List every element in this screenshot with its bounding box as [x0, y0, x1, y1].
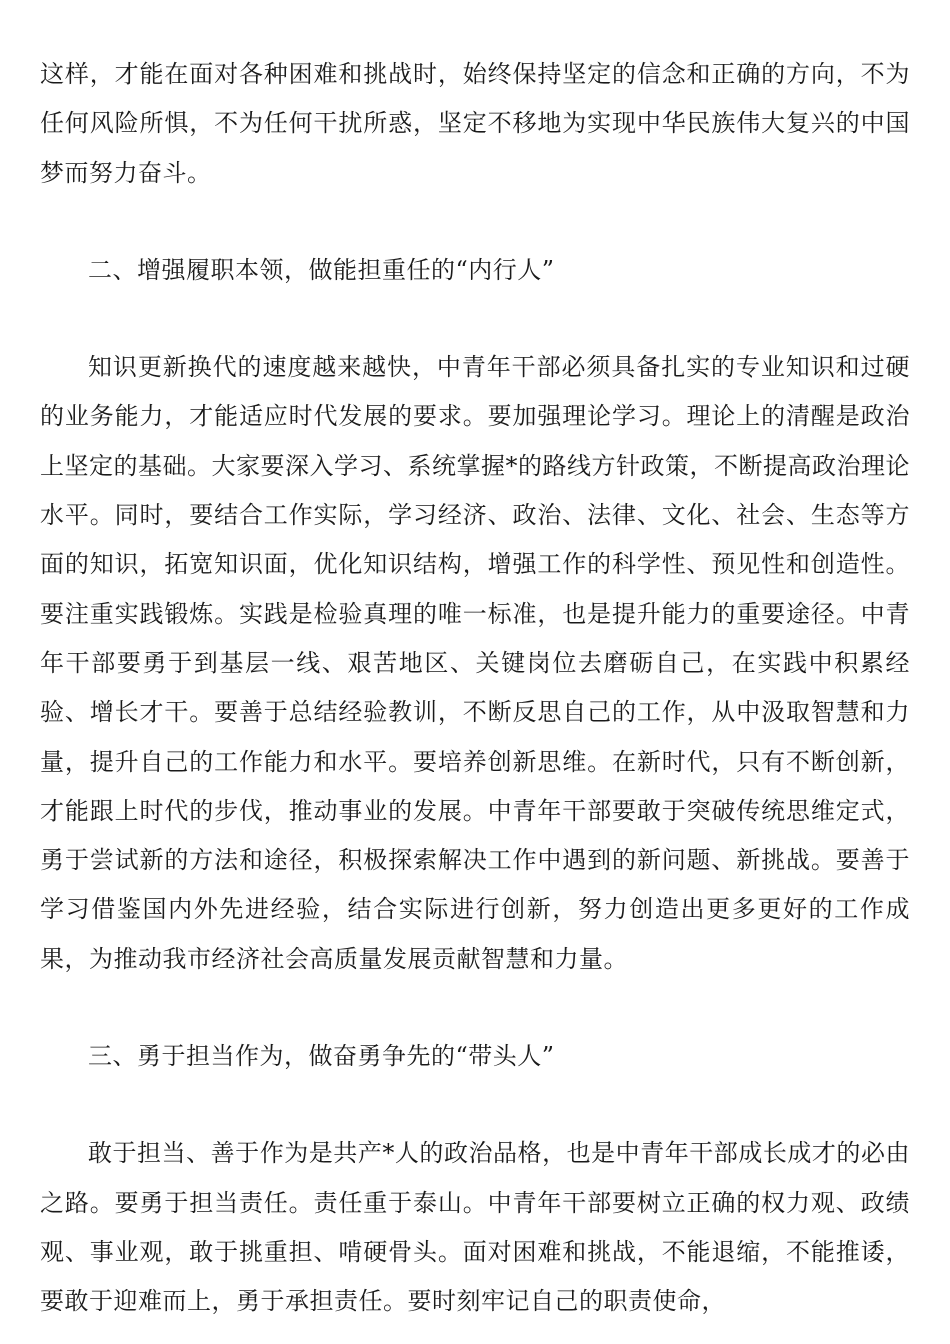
- paragraph-spacer: [40, 1081, 910, 1129]
- section-heading-2: 二、增强履职本领，做能担重任的“内行人”: [88, 255, 555, 284]
- section-2-body: 知识更新换代的速度越来越快，中青年干部必须具备扎实的专业知识和过硬的业务能力，才能适应时代发展的要求。要加强理论学习。理论上的清醒是政治上坚定的基础。大家要深入学习、系统掌握*的路线方针政策，不断提高政治理论水平。同时，要结合工作实际，学习经济、政治、法律、文化、社会、生态等方面的知识，拓宽知识面，优化知识结构，增强工作的科学性、预见性和创造性。要注重实践锻炼。实践是检验真理的唯一标准，也是提升能力的重要途径。中青年干部要勇于到基层一线、艰苦地区、关键岗位去磨砺自己，在实践中积累经验、增长才干。要善于总结经验教训，不断反思自己的工作，从中汲取智慧和力量，提升自己的工作能力和水平。要培养创新思维。在新时代，只有不断创新，才能跟上时代的步伐，推动事业的发展。中青年干部要敢于突破传统思维定式，勇于尝试新的方法和途径，积极探索解决工作中遇到的新问题、新挑战。要善于学习借鉴国内外先进经验，结合实际进行创新，努力创造出更多更好的工作成果，为推动我市经济社会高质量发展贡献智慧和力量。: [40, 353, 910, 973]
- section-heading-3: 三、勇于担当作为，做奋勇争先的“带头人”: [88, 1042, 555, 1071]
- section-3-body: 敢于担当、善于作为是共产*人的政治品格，也是中青年干部成长成才的必由之路。要勇于担当责任。责任重于泰山。中青年干部要树立正确的权力观、政绩观、事业观，敢于挑重担、啃硬骨头。面对困难和挑战，不能退缩，不能推诿，要敢于迎难而上，勇于承担责任。要时刻牢记自己的职责使命，: [40, 1139, 910, 1316]
- paragraph-continuation: 这样，才能在面对各种困难和挑战时，始终保持坚定的信念和正确的方向，不为任何风险所惧，不为任何干扰所惑，坚定不移地为实现中华民族伟大复兴的中国梦而努力奋斗。: [40, 60, 910, 187]
- paragraph-spacer: [40, 295, 910, 343]
- paragraph-spacer: [40, 984, 910, 1032]
- document-body: [40, 50, 910, 1327]
- paragraph-spacer: [40, 198, 910, 246]
